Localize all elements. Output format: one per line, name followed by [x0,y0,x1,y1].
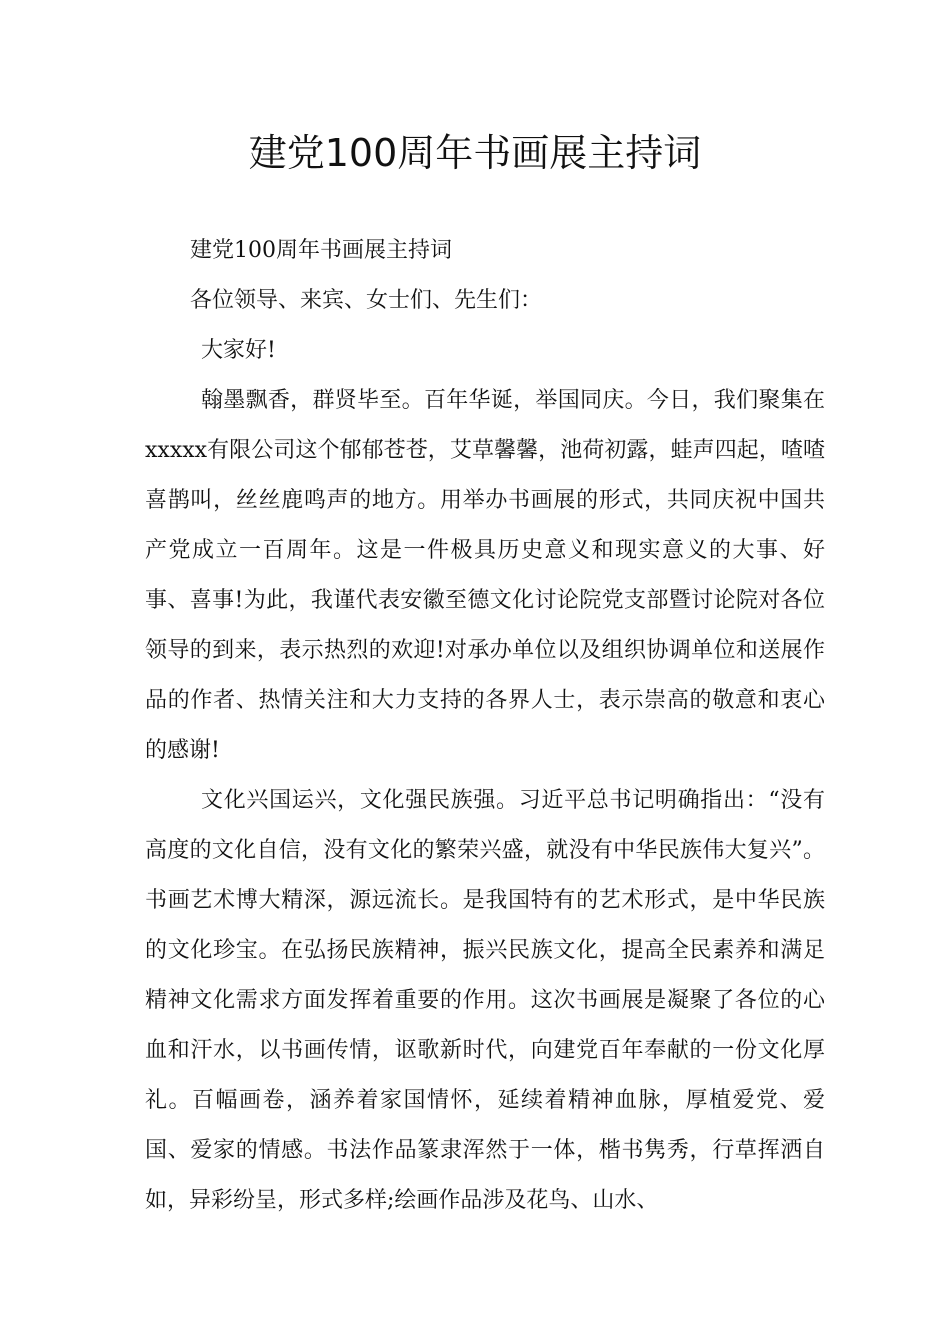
paragraph-body-2: 文化兴国运兴，文化强民族强。习近平总书记明确指出：“没有高度的文化自信，没有文化的繁荣兴盛，就没有中华民族伟大复兴”。书画艺术博大精深，源远流长。是我国特有的艺术形式，是中华民族的文化珍宝。在弘扬民族精神，振兴民族文化，提高全民素养和满足精神文化需求方面发挥着重要的作用。这次书画展是凝聚了各位的心血和汗水，以书画传情，讴歌新时代，向建党百年奉献的一份文化厚礼。百幅画卷，涵养着家国情怀，延续着精神血脉，厚植爱党、爱国、爱家的情感。书法作品篆隶浑然于一体，楷书隽秀，行草挥洒自如，异彩纷呈，形式多样;绘画作品涉及花鸟、山水、 [145,788,825,1213]
paragraph-body-1: 翰墨飘香，群贤毕至。百年华诞，举国同庆。今日，我们聚集在xxxxx有限公司这个郁郁苍苍，艾草馨馨，池荷初露，蛙声四起，喳喳喜鹊叫，丝丝鹿鸣声的地方。用举办书画展的形式，共同庆祝中国共产党成立一百周年。这是一件极具历史意义和现实意义的大事、好事、喜事!为此，我谨代表安徽至德文化讨论院党支部暨讨论院对各位领导的到来，表示热烈的欢迎!对承办单位以及组织协调单位和送展作品的作者、热情关注和大力支持的各界人士，表示崇高的敬意和衷心的感谢! [145,388,825,763]
paragraph-heading: 建党100周年书画展主持词 [190,238,452,263]
document-title: 建党100周年书画展主持词 [248,131,702,175]
paragraph-greeting: 大家好! [201,338,276,363]
paragraph-salutation: 各位领导、来宾、女士们、先生们： [190,288,543,313]
document-body [145,226,825,1226]
